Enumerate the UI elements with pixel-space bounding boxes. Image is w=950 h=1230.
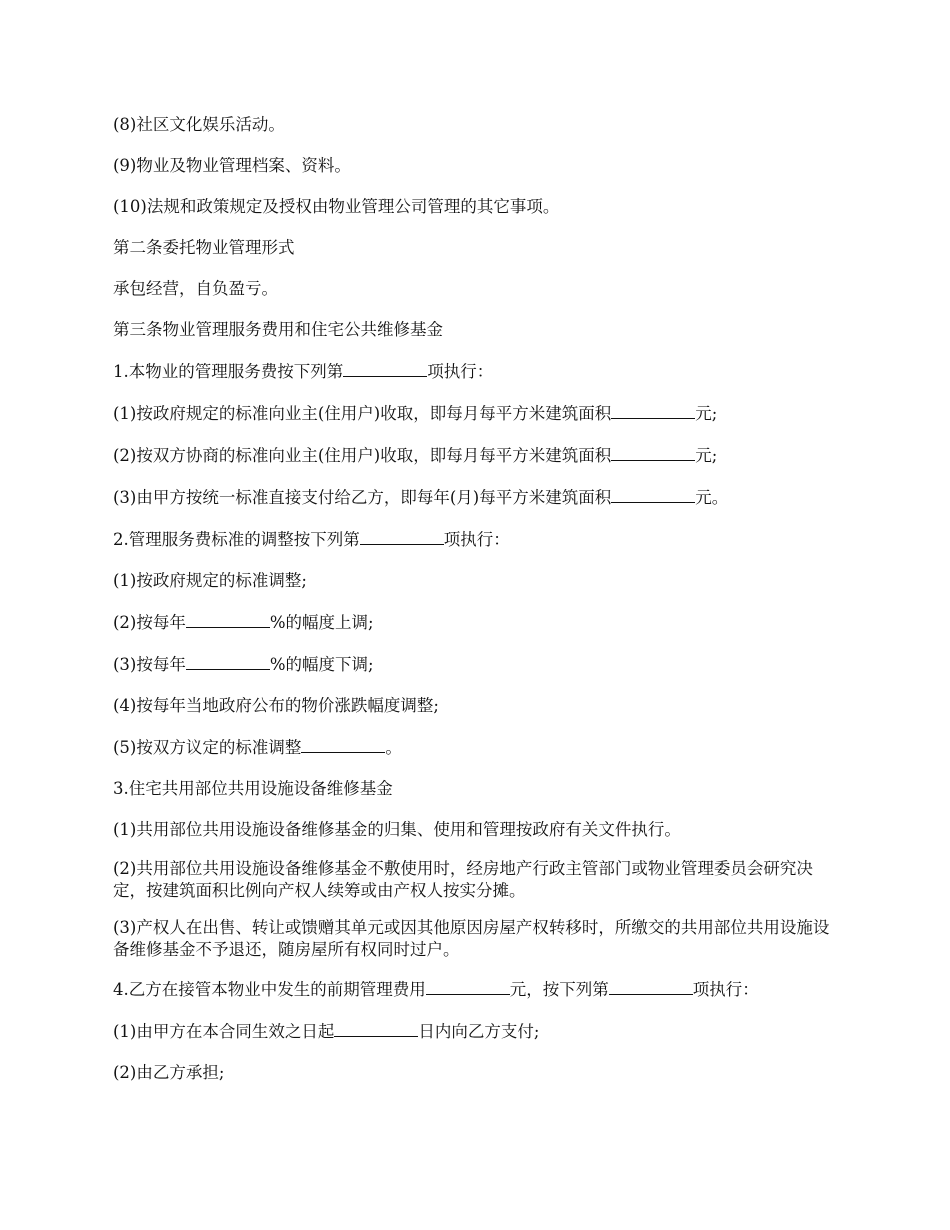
article-heading-3	[113, 317, 833, 343]
item-text: (3)产权人在出售、转让或馈赠其单元或因其他原因房屋产权转移时，所缴交的共用部位共用设施设备维修基金不予退还，随房屋所有权同时过户。	[113, 918, 830, 959]
fill-in-blank	[360, 526, 444, 545]
option-text: (1)按政府规定的标准向业主(住用户)收取，即每月每平方米建筑面积	[113, 404, 612, 423]
option-text: (2)按双方协商的标准向业主(住用户)收取，即每月每平方米建筑面积	[113, 446, 612, 465]
fee-option-3	[113, 484, 833, 511]
clause-1-fee-option	[113, 358, 833, 385]
fill-in-blank	[426, 976, 510, 995]
option-text: (3)由甲方按统一标准直接支付给乙方，即每年(月)每平方米建筑面积	[113, 488, 612, 507]
fund-item-3	[113, 917, 833, 961]
fund-item-1	[113, 817, 833, 843]
option-text: (1)按政府规定的标准调整;	[113, 571, 307, 590]
clause-text: 项执行：	[427, 362, 494, 381]
paragraph-text: (8)社区文化娱乐活动。	[113, 115, 285, 134]
adjustment-option-4	[113, 693, 833, 719]
fill-in-blank	[343, 358, 427, 377]
clause-text: 3.住宅共用部位共用设施设备维修基金	[113, 779, 393, 798]
fee-option-2	[113, 442, 833, 469]
fund-item-2	[113, 858, 833, 902]
clause-text: 元，按下列第	[509, 980, 609, 999]
option-text: 元;	[695, 446, 718, 465]
preliminary-option-2	[113, 1060, 833, 1086]
option-text: (5)按双方议定的标准调整	[113, 738, 302, 757]
clause-text: 2.管理服务费标准的调整按下列第	[113, 530, 360, 549]
option-text: (2)按每年	[113, 613, 186, 632]
adjustment-option-3	[113, 651, 833, 678]
heading-text: 第三条物业管理服务费用和住宅公共维修基金	[113, 320, 443, 339]
fill-in-blank	[186, 651, 270, 670]
option-text: %的幅度下调;	[269, 655, 374, 674]
fill-in-blank	[611, 484, 695, 503]
fill-in-blank	[611, 442, 695, 461]
paragraph-item-10	[113, 194, 833, 220]
clause-text: 1.本物业的管理服务费按下列第	[113, 362, 344, 381]
option-text: %的幅度上调;	[269, 613, 374, 632]
preliminary-option-1	[113, 1018, 833, 1045]
adjustment-option-1	[113, 568, 833, 594]
clause-2-adjustment-option	[113, 526, 833, 553]
item-text: (1)共用部位共用设施设备维修基金的归集、使用和管理按政府有关文件执行。	[113, 820, 681, 839]
paragraph-contract-form	[113, 276, 833, 302]
item-text: (2)共用部位共用设施设备维修基金不敷使用时，经房地产行政主管部门或物业管理委员会研究决定，按建筑面积比例向产权人续筹或由产权人按实分摊。	[113, 859, 813, 900]
fill-in-blank	[609, 976, 693, 995]
article-heading-2	[113, 235, 833, 261]
paragraph-text: (10)法规和政策规定及授权由物业管理公司管理的其它事项。	[113, 197, 560, 216]
paragraph-item-9	[113, 153, 833, 179]
clause-text: 项执行：	[692, 980, 759, 999]
option-text: (2)由乙方承担;	[113, 1063, 225, 1082]
fill-in-blank	[301, 734, 385, 753]
fee-option-1	[113, 400, 833, 427]
option-text: 元。	[695, 488, 729, 507]
paragraph-text: (9)物业及物业管理档案、资料。	[113, 156, 351, 175]
adjustment-option-5	[113, 734, 833, 761]
fill-in-blank	[334, 1018, 418, 1037]
option-text: 元;	[695, 404, 718, 423]
paragraph-text: 承包经营，自负盈亏。	[113, 279, 278, 298]
clause-3-maintenance-fund	[113, 776, 833, 802]
fill-in-blank	[186, 609, 270, 628]
clause-text: 项执行：	[443, 530, 510, 549]
option-text: (1)由甲方在本合同生效之日起	[113, 1022, 335, 1041]
clause-text: 4.乙方在接管本物业中发生的前期管理费用	[113, 980, 426, 999]
paragraph-item-8	[113, 112, 833, 138]
document-body	[113, 112, 833, 1101]
fill-in-blank	[611, 400, 695, 419]
adjustment-option-2	[113, 609, 833, 636]
clause-4-preliminary-fees	[113, 976, 833, 1003]
option-text: 日内向乙方支付;	[418, 1022, 540, 1041]
heading-text: 第二条委托物业管理形式	[113, 238, 295, 257]
option-text: (3)按每年	[113, 655, 186, 674]
option-text: 。	[385, 738, 402, 757]
option-text: (4)按每年当地政府公布的物价涨跌幅度调整;	[113, 696, 439, 715]
